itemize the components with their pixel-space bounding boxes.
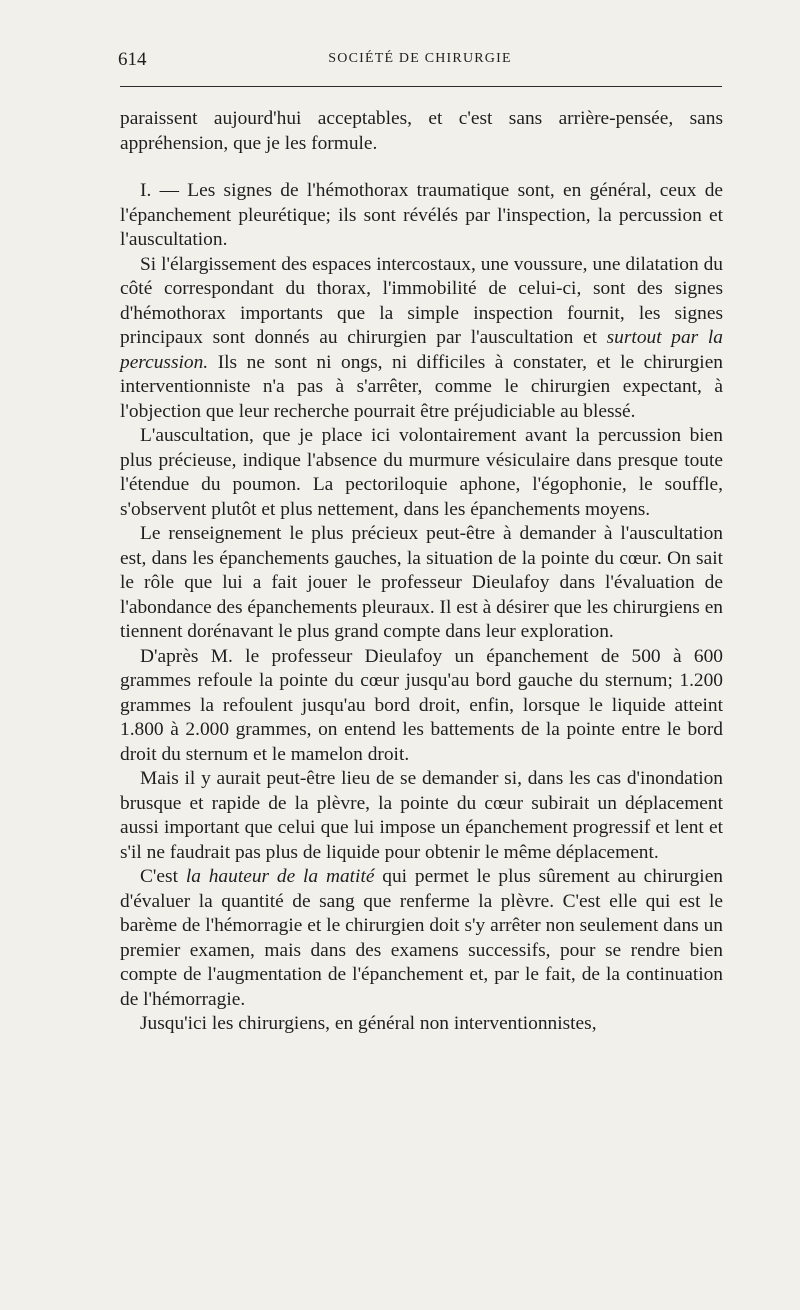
paragraph: D'après M. le professeur Dieulafoy un épanchement de 500 à 600 grammes refoule la pointe du cœur jusqu'au bord gauche du sternum; 1.200 grammes la refoulent jusqu'au bord droit, enfin, lorsque le liquide atteint 1.800 à 2.000 grammes, on entend les battements de la pointe entre le bord droit du sternum et le mamelon droit. bbox=[120, 645, 723, 765]
paragraph-text: Si l'élargissement des espaces intercostaux, une voussure, une dilatation du côté correspondant du thorax, l'immobilité de celui-ci, sont des signes d'hémothorax importants que la simple inspection fournit, les signes principaux sont donnés au chirurgien par l'auscultation et bbox=[120, 253, 723, 348]
page-header bbox=[118, 49, 722, 73]
header-rule bbox=[120, 86, 722, 87]
paragraph-text: qui permet le plus sûrement au chirurgien d'évaluer la quantité de sang que renferme la plèvre. C'est elle qui est le barème de l'hémorragie et le chirurgien doit s'y arrêter non seulement dans un premier examen, mais dans des examens successifs, pour se rendre bien compte de l'augmentation de l'épanchement et, par le fait, de la continuation de l'hémorragie. bbox=[120, 866, 723, 1010]
paragraph-text: C'est bbox=[140, 866, 186, 887]
page-number: 614 bbox=[118, 49, 147, 70]
running-head: SOCIÉTÉ DE CHIRURGIE bbox=[328, 51, 512, 66]
paragraph: Mais il y aurait peut-être lieu de se demander si, dans les cas d'inondation brusque et rapide de la plèvre, la pointe du cœur subirait un déplacement aussi important que celui que lui impose un épanchement progressif et lent et s'il ne faudrait pas plus de liquide pour obtenir le même déplacement. bbox=[120, 768, 723, 863]
paragraph: L'auscultation, que je place ici volontairement avant la percussion bien plus précieuse, indique l'absence du murmure vésiculaire dans presque toute l'étendue du poumon. La pectoriloquie aphone, l'égophonie, le souffle, s'observent plutôt et plus nettement, dans les épanchements moyens. bbox=[120, 425, 723, 520]
paragraph-text: Ils ne sont ni ongs, ni difficiles à constater, et le chirurgien interventionniste n'a pas à s'arrêter, comme le chirurgien expectant, à l'objection que leur recherche pourrait être préjudiciable au blessé. bbox=[120, 351, 723, 422]
paragraph: Le renseignement le plus précieux peut-être à demander à l'auscultation est, dans les épanchements gauches, la situation de la pointe du cœur. On sait le rôle que lui a fait jouer le professeur Dieulafoy dans l'évaluation de l'abondance des épanchements pleuraux. Il est à désirer que les chirurgiens en tiennent dorénavant le plus grand compte dans leur exploration. bbox=[120, 523, 723, 642]
body-text bbox=[120, 107, 723, 1037]
paragraph: I. — Les signes de l'hémothorax traumatique sont, en général, ceux de l'épanchement pleurétique; ils sont révélés par l'inspection, la percussion et l'auscultation. bbox=[120, 180, 723, 250]
paragraph: paraissent aujourd'hui acceptables, et c'est sans arrière-pensée, sans appréhension, que je les formule. bbox=[120, 108, 723, 154]
paragraph bbox=[120, 865, 723, 1012]
paragraph bbox=[120, 253, 723, 425]
italic-emphasis: la hauteur de la matité bbox=[185, 866, 375, 887]
italic-emphasis: surtout par la percussion. bbox=[120, 327, 723, 373]
paragraph: Jusqu'ici les chirurgiens, en général non interventionnistes, bbox=[140, 1013, 597, 1034]
